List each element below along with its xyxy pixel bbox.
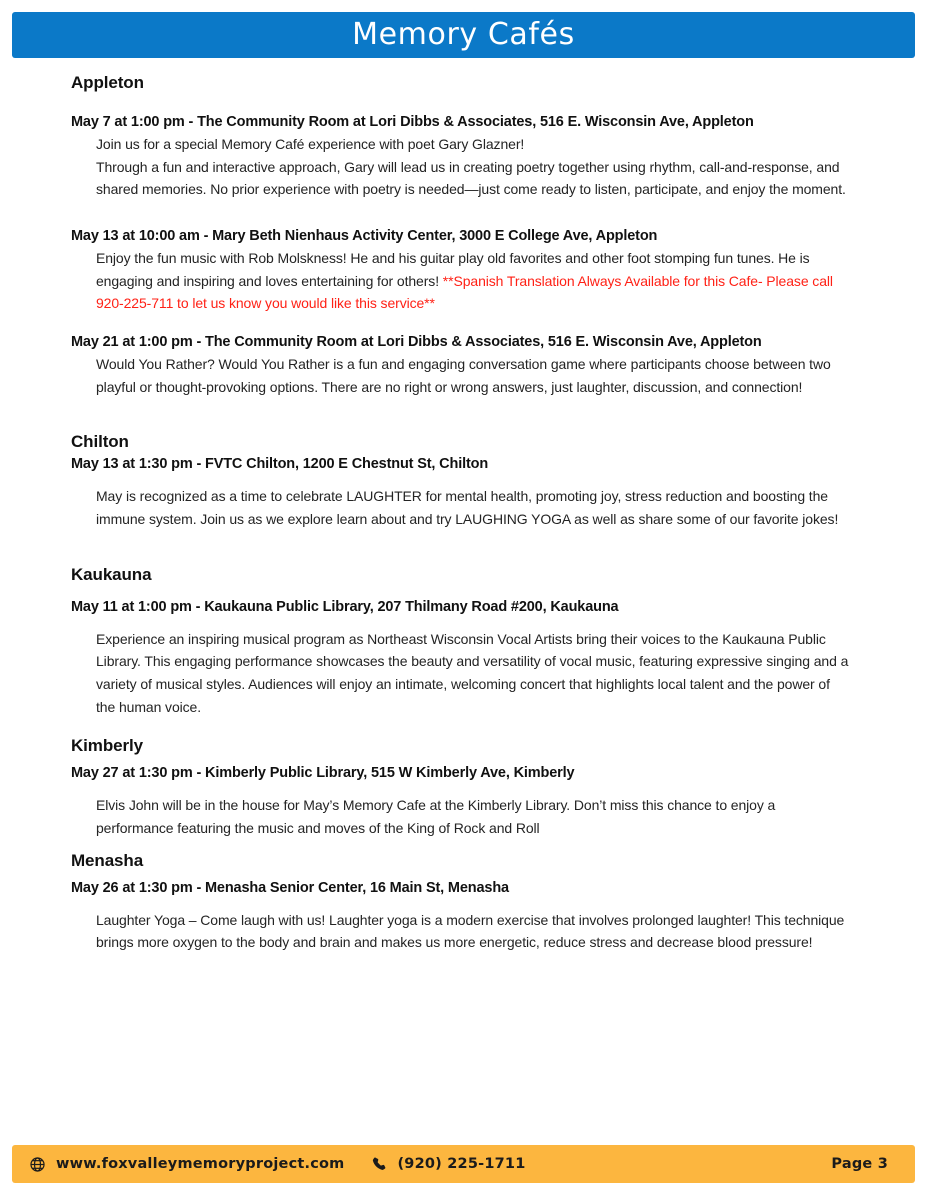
event-description — [0, 247, 927, 315]
city-heading: Chilton — [71, 432, 129, 452]
event-entry — [0, 878, 927, 954]
footer-page-number: Page 3 — [831, 1156, 888, 1172]
event-description: Laughter Yoga – Come laugh with us! Laughter yoga is a modern exercise that involves prolonged laughter! This technique brings more oxygen to the body and brain and makes us more energetic, reduce stress and decrease blood pressure! — [96, 911, 845, 951]
spacer — [0, 201, 927, 226]
event-entry — [0, 597, 927, 719]
spanish-translation-note: **Spanish Translation Always Available for this Cafe- Please call 920-225-711 to let us know you would like this service** — [96, 272, 833, 312]
event-entry — [0, 112, 927, 201]
spacer — [0, 587, 927, 597]
document-body — [0, 72, 927, 954]
city-section-kaukauna — [0, 564, 927, 719]
city-heading: Appleton — [71, 73, 144, 92]
city-section-menasha — [0, 850, 927, 954]
event-description: May is recognized as a time to celebrate LAUGHTER for mental health, promoting joy, stress reduction and boosting the immune system. Join us as we explore learn about and try LAUGHING YOGA as well as share some of our favorite jokes! — [96, 488, 839, 527]
event-description-text: Enjoy the fun music with Rob Molskness! He and his guitar play old favorites and other foot stomping fun tunes. He is engaging and inspiring and loves entertaining for others! — [96, 249, 810, 289]
event-title: May 13 at 1:30 pm - FVTC Chilton, 1200 E Chestnut St, Chilton — [71, 456, 489, 473]
event-title: May 27 at 1:30 pm - Kimberly Public Library, 515 W Kimberly Ave, Kimberly — [71, 765, 575, 782]
spacer — [0, 840, 927, 850]
spacer — [0, 475, 927, 485]
event-description: Elvis John will be in the house for May’s Memory Cafe at the Kimberly Library. Don’t miss this chance to enjoy a performance featuring the music and moves of the King of Rock and Roll — [96, 797, 776, 836]
event-entry — [0, 226, 927, 315]
event-title: May 13 at 10:00 am - Mary Beth Nienhaus Activity Center, 3000 E College Ave, Appleton — [71, 227, 658, 244]
city-heading: Kaukauna — [71, 564, 152, 584]
event-description: Join us for a special Memory Café experience with poet Gary Glazner! — [96, 135, 525, 152]
event-title: May 7 at 1:00 pm - The Community Room at Lori Dibbs & Associates, 516 E. Wisconsin Ave, Appleton — [71, 113, 754, 130]
city-section-appleton — [0, 72, 927, 398]
footer-website-link[interactable]: www.foxvalleymemoryproject.com — [56, 1156, 345, 1172]
spacer — [0, 95, 927, 112]
spacer — [0, 718, 927, 735]
event-entry — [0, 454, 927, 530]
event-title: May 21 at 1:00 pm - The Community Room at Lori Dibbs & Associates, 516 E. Wisconsin Ave, Appleton — [71, 334, 762, 350]
spacer — [0, 398, 927, 431]
footer-contact-group — [28, 1155, 525, 1173]
city-heading: Kimberly — [71, 736, 143, 756]
event-entry — [0, 763, 927, 839]
footer-phone-number[interactable]: (920) 225-1711 — [397, 1156, 526, 1172]
spacer — [0, 618, 927, 628]
page-footer-bar — [12, 1145, 915, 1183]
phone-icon — [370, 1155, 388, 1173]
spacer — [0, 315, 927, 332]
page-title: Memory Cafés — [352, 17, 575, 52]
city-section-chilton — [0, 431, 927, 530]
page-header-banner — [12, 12, 915, 58]
spacer — [0, 899, 927, 909]
globe-icon — [28, 1155, 46, 1173]
event-title: May 26 at 1:30 pm - Menasha Senior Center, 16 Main St, Menasha — [71, 879, 509, 896]
event-entry — [0, 332, 927, 398]
spacer — [0, 784, 927, 794]
event-description: Would You Rather? Would You Rather is a fun and engaging conversation game where participants choose between two playful or thought-provoking options. There are no right or wrong answers, just laughter, discussion, and connection! — [96, 356, 831, 395]
city-section-kimberly — [0, 735, 927, 839]
spacer — [0, 531, 927, 564]
event-description: Through a fun and interactive approach, Gary will lead us in creating poetry together using rhythm, call-and-response, and shared memories. No prior experience with poetry is needed—just come ready to listen, participate, and enjoy the moment. — [96, 158, 846, 198]
event-title: May 11 at 1:00 pm - Kaukauna Public Library, 207 Thilmany Road #200, Kaukauna — [71, 598, 619, 615]
city-heading: Menasha — [71, 850, 144, 870]
event-description: Experience an inspiring musical program as Northeast Wisconsin Vocal Artists bring their voices to the Kaukauna Public Library. This engaging performance showcases the beauty and versatility of vocal music, featuring expressive singing and a variety of musical styles. Audiences will enjoy an intimate, welcoming concert that highlights local talent and the power of the human voice. — [96, 630, 849, 715]
